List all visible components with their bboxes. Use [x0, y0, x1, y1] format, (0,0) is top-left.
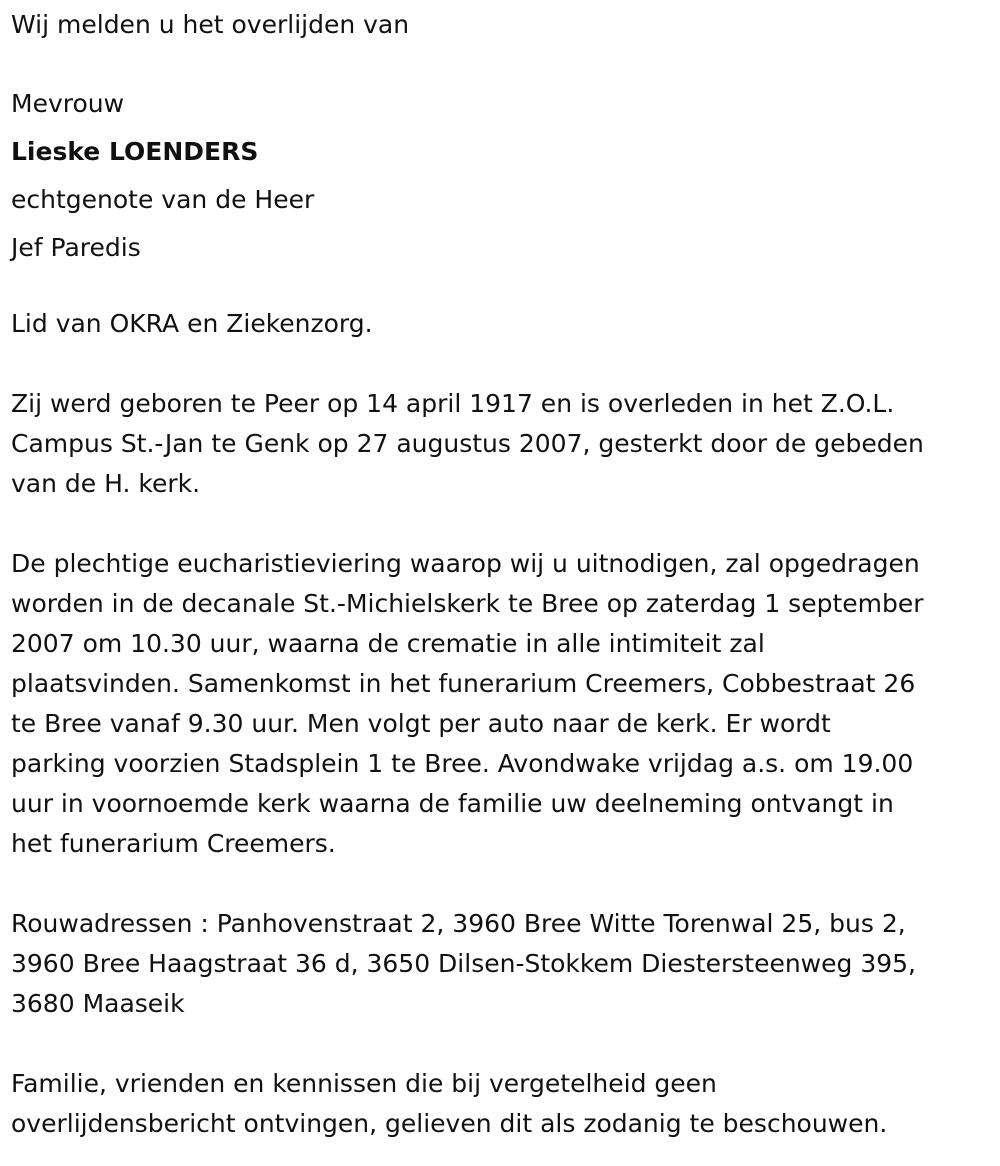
paragraph-line: uur in voornoemde kerk waarna de familie uw deelneming ontvangt in [11, 789, 894, 818]
death-notice [11, 0, 986, 1144]
paragraph-line: De plechtige eucharistieviering waarop wij u uitnodigen, zal opgedragen [11, 549, 920, 578]
addresses-paragraph [11, 904, 986, 1024]
paragraph-line: worden in de decanale St.-Michielskerk te Bree op zaterdag 1 september [11, 589, 924, 618]
intro-text: Wij melden u het overlijden van [11, 10, 410, 39]
paragraph-line: Rouwadressen : Panhovenstraat 2, 3960 Bree Witte Torenwal 25, bus 2, [11, 909, 906, 938]
person-name: Lieske LOENDERS [11, 137, 259, 166]
paragraph-line: parking voorzien Stadsplein 1 te Bree. Avondwake vrijdag a.s. om 19.00 [11, 749, 914, 778]
birth-death-paragraph [11, 384, 986, 504]
spouse-name: Jef Paredis [11, 233, 141, 262]
person-block [11, 80, 986, 272]
paragraph-line: Zij werd geboren te Peer op 14 april 1917 en is overleden in het Z.O.L. [11, 389, 895, 418]
paragraph-line: van de H. kerk. [11, 469, 201, 498]
paragraph-line: 3960 Bree Haagstraat 36 d, 3650 Dilsen-Stokkem Diestersteenweg 395, [11, 949, 916, 978]
paragraph-line: Familie, vrienden en kennissen die bij vergetelheid geen [11, 1069, 717, 1098]
paragraph-line: het funerarium Creemers. [11, 829, 336, 858]
membership-text: Lid van OKRA en Ziekenzorg. [11, 309, 373, 338]
closing-paragraph [11, 1064, 986, 1144]
paragraph-line: 2007 om 10.30 uur, waarna de crematie in alle intimiteit zal [11, 629, 765, 658]
person-title: Mevrouw [11, 89, 125, 118]
paragraph-line: overlijdensbericht ontvingen, gelieven dit als zodanig te beschouwen. [11, 1109, 888, 1138]
paragraph-line: te Bree vanaf 9.30 uur. Men volgt per auto naar de kerk. Er wordt [11, 709, 831, 738]
person-relation: echtgenote van de Heer [11, 185, 315, 214]
ceremony-paragraph [11, 544, 986, 864]
paragraph-line: Campus St.-Jan te Genk op 27 augustus 2007, gesterkt door de gebeden [11, 429, 924, 458]
paragraph-line: plaatsvinden. Samenkomst in het funerarium Creemers, Cobbestraat 26 [11, 669, 916, 698]
paragraph-line: 3680 Maaseik [11, 989, 185, 1018]
